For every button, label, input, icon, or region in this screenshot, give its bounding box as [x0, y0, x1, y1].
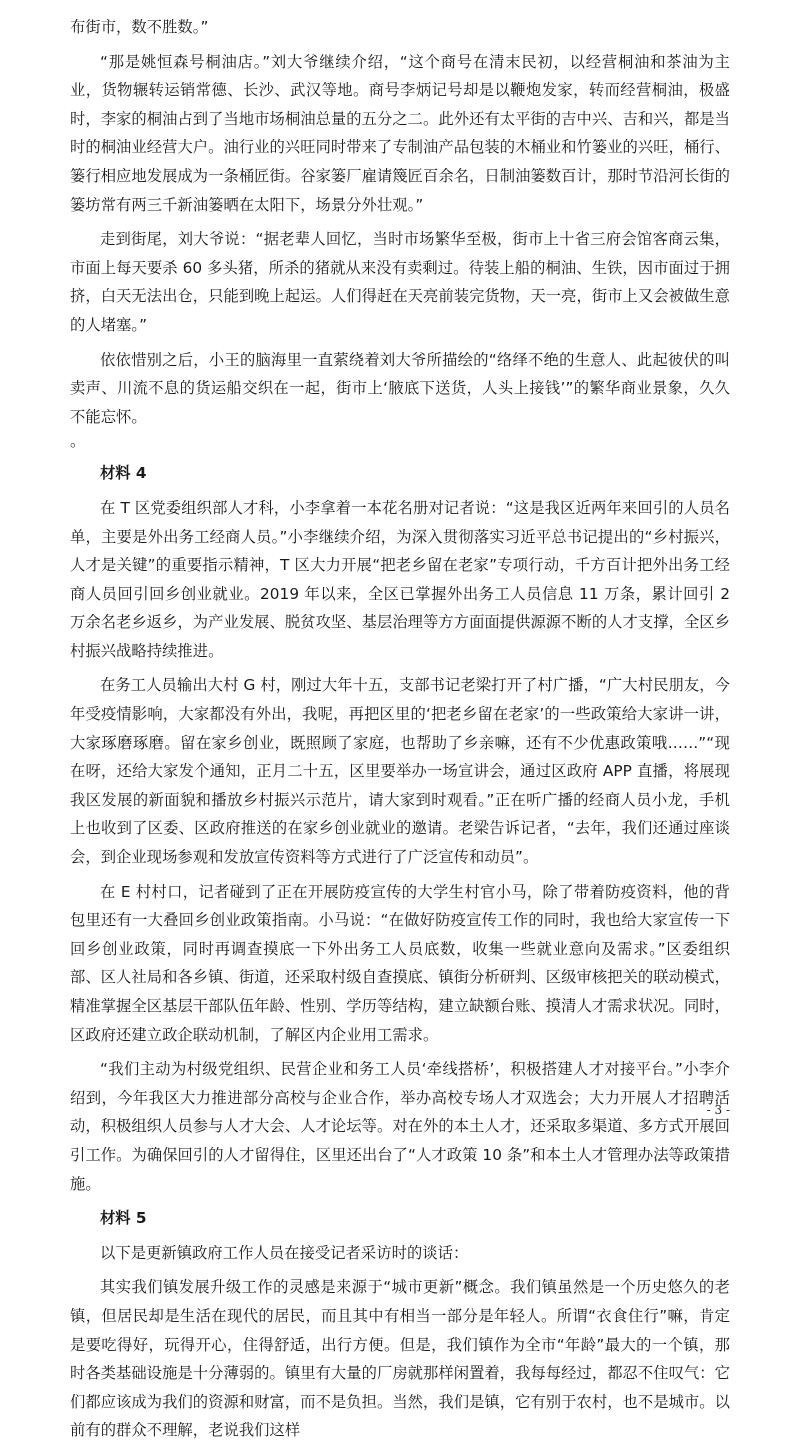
paragraph: 其实我们镇发展升级工作的灵感是来源于“城市更新”概念。我们镇虽然是一个历史悠久的老镇，但居民却是生活在现代的居民，而且其中有相当一部分是年轻人。所谓“衣食住行”嘛，肯定是要吃得好，玩得开心，住得舒适，出行方便。但是，我们镇作为全市“年龄”最大的一个镇，那时各类基础设施是十分薄弱的。镇里有大量的厂房就那样闲置着，我每每经过，都忍不住叹气：它们都应该成为我们的资源和财富，而不是负担。当然，我们是镇，它有别于农村，也不是城市。以前有的群众不理解，老说我们这样	[70, 1278, 730, 1440]
document-body	[70, 13, 730, 1451]
paragraph: 走到街尾，刘大爷说：“据老辈人回忆，当时市场繁华至极，街市上十省三府会馆客商云集，市面上每天要杀 60 多头猪，所杀的猪就从来没有卖剩过。待装上船的桐油、生铁，因市面过于拥挤，白天无法出仓，只能到晚上起运。人们得赶在天亮前装完货物，天一亮，街市上又会被做生意的人堵塞。”	[70, 230, 730, 334]
section-heading-material-5: 材料 5	[100, 1209, 147, 1228]
paragraph: 在务工人员输出大村 G 村，刚过大年十五，支部书记老梁打开了村广播，“广大村民朋友，今年受疫情影响，大家都没有外出，我呢，再把区里的‘把老乡留在老家’的一些政策给大家讲一讲，大家琢磨琢磨。留在家乡创业，既照顾了家庭，也帮助了乡亲嘛，还有不少优惠政策哦……”“现在呀，还给大家发个通知，正月二十五，区里要举办一场宣讲会，通过区政府 APP 直播，将展现我区发展的新面貌和播放乡村振兴示范片，请大家到时观看。”正在听广播的经商人员小龙，手机上也收到了区委、区政府推送的在家乡创业就业的邀请。老梁告诉记者，“去年，我们还通过座谈会，到企业现场参观和发放宣传资料等方式进行了广泛宣传和动员”。	[70, 676, 730, 867]
paragraph: “我们主动为村级党组织、民营企业和务工人员‘牵线搭桥’，积极搭建人才对接平台。”小李介绍到，今年我区大力推进部分高校与企业合作，举办高校专场人才双选会；大力开展人才招聘活动，积极组织人员参与人才大会、人才论坛等。对在外的本土人才，还采取多渠道、多方式开展回引工作。为确保回引的人才留得住，区里还出台了“人才政策 10 条”和本土人才管理办法等政策措施。	[70, 1060, 730, 1193]
page-number: - 3 -	[706, 1103, 730, 1117]
paragraph: 以下是更新镇政府工作人员在接受记者采访时的谈话：	[100, 1243, 469, 1262]
stray-period: 。	[70, 432, 86, 451]
paragraph: 布街市，数不胜数。”	[70, 18, 209, 36]
paragraph: 在 E 村村口，记者碰到了正在开展防疫宣传的大学生村官小马，除了带着防疫资料，他的背包里还有一大叠回乡创业政策指南。小马说：“在做好防疫宣传工作的同时，我也给大家宣传一下回乡创业政策，同时再调查摸底一下外出务工人员底数，收集一些就业意向及需求。”区委组织部、区人社局和各乡镇、街道，还采取村级自查摸底、镇街分析研判、区级审核把关的联动模式，精准掌握全区基层干部队伍年龄、性别、学历等结构，建立缺额台账、摸清人才需求状况。同时，区政府还建立政企联动机制，了解区内企业用工需求。	[70, 882, 730, 1044]
section-heading-material-4: 材料 4	[100, 464, 147, 483]
paragraph: 在 T 区党委组织部人才科，小李拿着一本花名册对记者说：“这是我区近两年来回引的人员名单，主要是外出务工经商人员。”小李继续介绍，为深入贯彻落实习近平总书记提出的“乡村振兴，人才是关键”的重要指示精神，T 区大力开展“把老乡留在老家”专项行动，千方百计把外出务工经商人员回引回乡创业就业。2019 年以来，全区已掌握外出务工人员信息 11 万条，累计回引 2 万余名老乡返乡，为产业发展、脱贫攻坚、基层治理等方方面面提供源源不断的人才支撑，全区乡村振兴战略持续推进。	[70, 498, 730, 660]
paragraph: 依依惜别之后，小王的脑海里一直萦绕着刘大爷所描绘的“络绎不绝的生意人、此起彼伏的叫卖声、川流不息的货运船交织在一起，街市上‘腋底下送货，人头上接钱’”的繁华商业景象，久久不能忘怀。	[70, 350, 730, 426]
paragraph: “那是姚恒森号桐油店。”刘大爷继续介绍，“这个商号在清末民初，以经营桐油和茶油为主业，货物辗转运销常德、长沙、武汉等地。商号李炳记号却是以鞭炮发家，转而经营桐油，极盛时，李家的桐油占到了当地市场桐油总量的五分之二。此外还有太平街的吉中兴、吉和兴，都是当时的桐油业经营大户。油行业的兴旺同时带来了专制油产品包装的木桶业和竹篓业的兴旺，桶行、篓行相应地发展成为一条桶匠街。谷家篓厂雇请篾匠百余名，日制油篓数百计，那时节沿河长街的篓坊常有两三千新油篓晒在太阳下，场景分外壮观。”	[70, 52, 730, 214]
